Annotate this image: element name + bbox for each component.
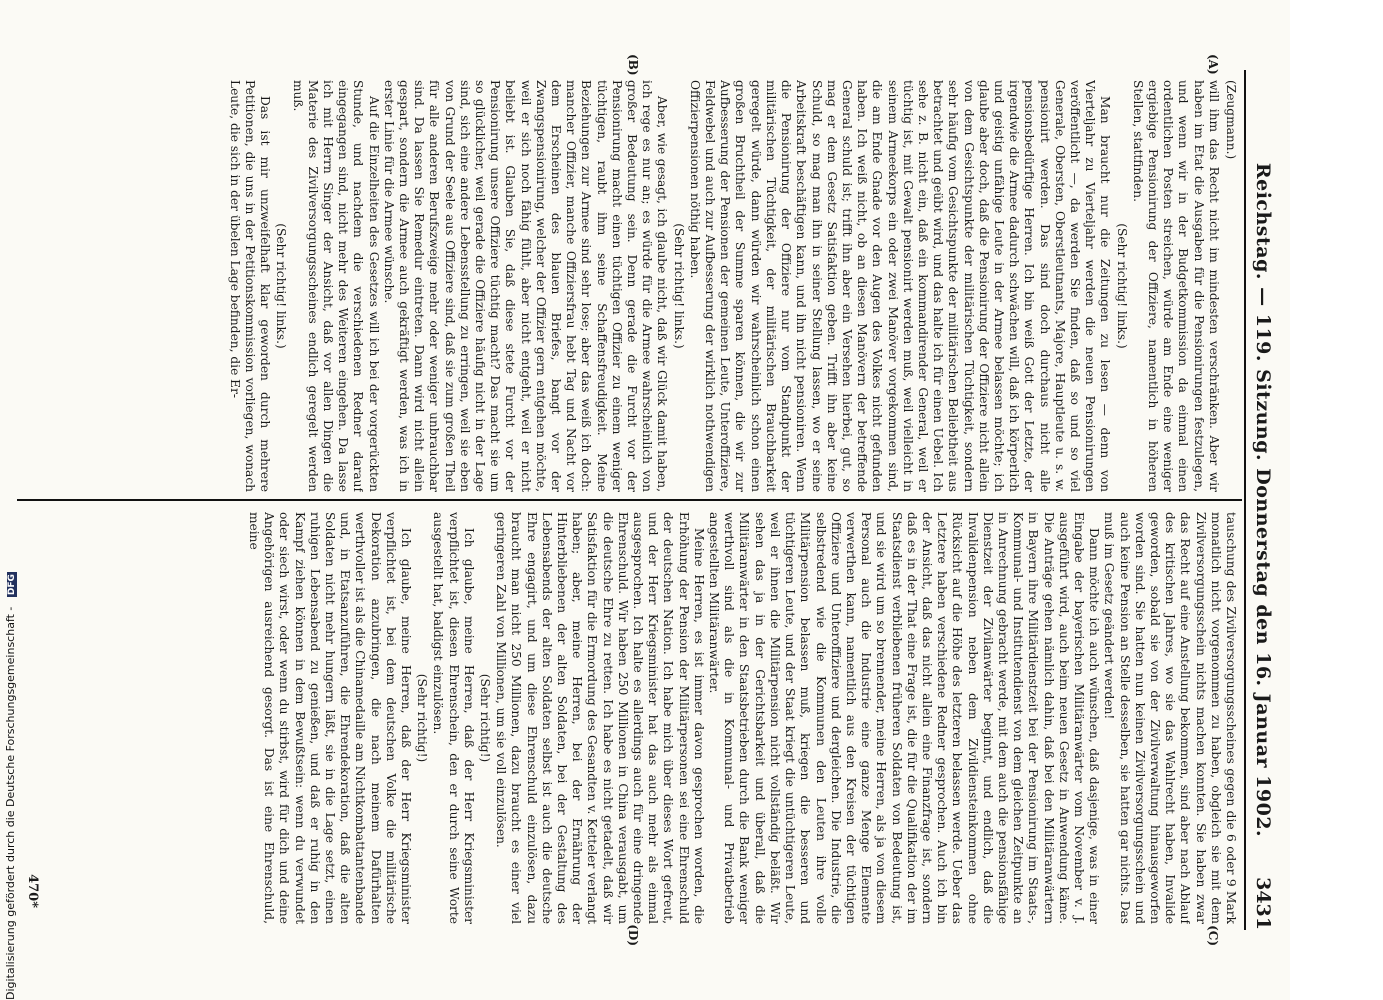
page-number: 3431 bbox=[1252, 877, 1274, 930]
paragraph: Meine Herren, es ist immer davon gesprochen worden, die Erhöhung der Pension der Militärpersonen sei eine Ehrenschuld der deutschen Nation. Ich habe mich über dieses Wort gefreut, und der Herr Kriegsminister hat das auch mehr als einmal ausgesprochen. Ich halte es allerdings auch für eine dringende Ehrenschuld. Wir haben 250 Millionen in China verausgabt, um die deutsche Ehre zu retten. Ich habe es nicht getadelt, daß wir Satisfaktion für die Ermordung des Gesandten v. Ketteler verlangt haben; aber, meine Herren, bei der Ernährung der Hinterbliebenen der alten Soldaten, bei der Gestaltung des Lebensabends der alten Soldaten selbst ist auch die deutsche Ehre engagirt, und um diese Ehrenschuld einzulösen, dazu braucht man nicht 250 Millionen, dazu braucht es einer viel geringeren Zahl von Millionen, um sie voll einzulösen. bbox=[494, 512, 706, 924]
margin-marker-c: (C) bbox=[1206, 925, 1220, 946]
paragraph: Dann möchte ich auch wünschen, daß dasjenige, was in einer Eingabe der bayerischen Militäranwärter vom November v. J. ausgeführt wird, auch beim neuen Gesetz in Anwendung käme. Die Anträge gehen nämlich dahin, daß bei den Militäranwärtern in Bayern ihre Militärdienstzeit bei der Pensionirung im Staats-, Kommunal- und Institutendienst von dem gleichen Zeitpunkte an in Anrechnung gebracht werde, mit dem auch die pensionsfähige Dienstzeit der Zivilanwärter beginnt, und endlich, daß die Invalidenpension neben dem Zivildiensteinkommen ohne Rücksicht auf die Höhe des letzteren belassen werde. Ueber das Letztere haben verschiedene Redner gesprochen. Auch ich bin der Ansicht, daß das nicht allein eine Finanzfrage ist, sondern daß es in der That eine Frage ist, die für die Qualifikation der im Staatsdienst verbliebenen früheren Soldaten von Bedeutung ist, und sie wird um so brennender, meine Herren, als ja von diesem Personal auch die Industrie eine ganze Menge Elemente verwerthen kann, namentlich aus den Kreisen der tüchtigen Offiziere und Unteroffiziere und dergleichen. Die Industrie, die selbstredend wie die Kommunen den Leuten ihre volle Militärpension belassen muß, kriegen die besseren und tüchtigeren Leute, und der Staat kriegt die untüchtigeren Leute, weil er ihnen die Militärpension nicht vollständig beläßt. Wir sehen das ja in der Gerichtsbarkeit und überall, daß die Militäranwärter in den Staatsbetrieben durch die Bank weniger werthvoll sind als die in Kommunal- und Privatbetrieb angestellten Militäranwärter. bbox=[707, 512, 1102, 924]
speaker-name: (Zeugmann.) bbox=[1224, 80, 1238, 160]
paragraph: tauschung des Zivilversorgungsscheines gegen die 6 oder 9 Mark monatlich nicht vorgenommen zu haben, obgleich sie mit dem Zivilversorgungsschein nichts machen konnten. Sie haben zwar das Recht auf eine Anstellung bekommen, sind aber nach Ablauf des kritischen Jahres, wo sie das Wahlrecht haben, Invalide geworden, sobald sie von der Zivilverwaltung hinausgeworfen worden sind. Sie hatten nun keinen Zivilversorgungsschein und auch keine Pension an Stelle desselben, sie hatten gar nichts. Das muß im Gesetz geändert werden! bbox=[1102, 512, 1238, 924]
page-header-title: Reichstag. — 119. Sitzung. Donnerstag den 16. Januar 1902. bbox=[1252, 162, 1274, 838]
left-column bbox=[23, 80, 1238, 492]
margin-marker-d: (D) bbox=[626, 924, 640, 946]
page-header bbox=[1244, 70, 1276, 930]
dfg-logo: DFG bbox=[7, 574, 17, 596]
paragraph: Man braucht nur die Zeitungen zu lesen — denn von Vierteljahr zu Vierteljahr werden die neuen Pensionirungen veröffentlicht —, da werden Sie finden, daß so und so viel Generale, Obersten, Oberstleutnants, Majore, Hauptleute u. s. w. pensionirt werden. Das sind doch durchaus nicht alle pensionsbedürftige Herren. Ich bin weiß Gott der Letzte, der irgendwie die Armee dadurch schwächen will, daß ich körperlich und geistig unfähige Leute in der Armee belassen möchte; ich glaube aber doch, daß die Pensionirung der Offiziere nicht allein von dem Gesichtspunkte der militärischen Tüchtigkeit, sondern sehr häufig vom Gesichtspunkte der militärischen Beliebtheit aus betrachtet und geübt wird, und das halte ich für einen Uebel. Ich sehe z. B. nicht ein, daß ein kommandirender General, weil er tüchtig ist, mit Gewalt pensionirt werden muß, weil vielleicht in seinem Armeekorps ein oder zwei Manöver vorgekommen sind, die am Ende Gnade vor den Augen des Volkes nicht gefunden haben. Ich weiß nicht, ob an diesen Manövern der betreffende General schuld ist; trifft ihn aber ein Versehen hierbei, gut, so mag er dem Gesetz Satisfaktion geben. Trifft ihn aber keine Schuld, so mag man ihn in seiner Stellung lassen, wo er seine Arbeitskraft beschäftigen kann, und ihn nicht pensioniren. Wenn die Pensionirung der Offiziere nur vom Standpunkt der militärischen Tüchtigkeit, der militärischen Brauchbarkeit geregelt würde, dann würden wir wahrscheinlich schon einen großen Bruchtheil der Summe sparen können, die wir zur Aufbesserung der Pensionen der gemeinen Leute, Unteroffiziere, Feldwebel und auch zur Aufbesserung der wirklich nothwendigen Offizierpensionen nöthig haben. bbox=[687, 80, 1113, 492]
credit-text: Digitalisierung gefördert durch die Deutsche Forschungsgemeinschaft - bbox=[4, 606, 17, 1000]
paragraph: Das ist mir unzweifelhaft klar geworden durch mehrere Petitionen, die uns in der Petitionskommission vorliegen, wonach Leute, die sich in der übelen Lage befinden, die Er- bbox=[227, 80, 273, 492]
interjection: (Sehr richtig! links.) bbox=[671, 223, 686, 349]
signature-mark: 470* bbox=[25, 874, 40, 908]
margin-marker-b: (B) bbox=[626, 54, 640, 76]
paragraph: Auf die Einzelheiten des Gesetzes will ich bei der vorgerückten Stunde, und nachdem die verschiedenen Redner darauf eingegangen sind, nicht mehr des Weiteren eingehen. Da lasse ich mit Herrn Singer der Ansicht, daß vor allen Dingen die Materie des Zivilversorgungsscheines endlich geregelt werden muß. bbox=[290, 80, 381, 492]
paragraph: Ich glaube, meine Herren, daß der Herr Kriegsminister verpflichtet ist, diesen Ehrenschein, den er durch seine Worte ausgestellt hat, baldigst einzulösen. bbox=[431, 512, 476, 924]
right-column bbox=[23, 512, 1238, 924]
interjection: (Sehr richtig!) bbox=[415, 673, 430, 763]
column-divider bbox=[17, 499, 1242, 501]
paragraph: Ich glaube, meine Herren, daß der Herr Kriegsminister verpflichtet ist, bei dem deutschen Volke die militärische Dekoration anzubringen, die nach meinem Dafürhalten werthvoller ist als die Chinamedaille am Nichtkombattantenbande und, in Etatsanzuführen, die Ehrendekoration, daß die alten Soldaten nicht mehr hungern läßt, sie in die Lage setzt, einen ruhigen Lebensabend zu genießen, und daß er ruhig in den Kampf ziehen können in dem Bewußtsein: wenn du verwundet oder siech wirst, oder wenn du stirbst, wird für dich und deine Angehörigen ausreichend gesorgt. Das ist eine Ehrenschuld, meine bbox=[247, 512, 414, 924]
interjection: (Sehr richtig! links.) bbox=[274, 223, 289, 349]
paragraph: will ihm das Recht nicht im mindesten verschränken. Aber wir haben im Etat die Ausgaben für die Pensionirungen festzulegen, und wenn wir in der Budgetkommission da einmal einen ordentlichen Posten streichen, würde am Ende eine weniger ergiebige Pensionirung der Offiziere, namentlich in höheren Stellen, stattfinden. bbox=[1130, 80, 1221, 492]
interjection: (Sehr richtig!) bbox=[478, 673, 493, 763]
paragraph: Aber, wie gesagt, ich glaube nicht, daß wir Glück damit haben, ich rege es nur an; es würde für die Armee wahrscheinlich von großer Bedeutung sein. Denn gerade die Furcht vor der Pensionirung macht einen tüchtigen Offizier zu einem weniger tüchtigen, raubt ihm seine Schaffensfreudigkeit. Meine Beziehungen zur Armee sind sehr lose; aber das weiß ich doch: mancher Offizier, manche Offiziersfrau hebt Tag und Nacht vor dem Erscheinen des blauen Briefes, bangt vor der Zwangspensionirung, welcher der Offizier gern entgehen möchte, weil er sich noch fähig fühlt, aber nicht entgeht, weil er nicht beliebt ist. Glauben Sie, daß diese stete Furcht vor der Pensionirung unsere Offiziere tüchtig macht? Das macht sie um so glücklicher, weil gerade die Offiziere häufig nicht in der Lage sind, sich eine andere Lebensstellung zu erringen, weil sie eben von Grund der Seele aus Offiziere sind, daß sie zum großen Theil für alle anderen Berufszweige mehr oder weniger unbrauchbar sind. Da lassen Sie Remedur eintreten. Dann wird nicht allein gespart, sondern die Armee auch gekräftigt werden, was ich in erster Linie für die Armee wünsche. bbox=[381, 80, 670, 492]
digitization-credit bbox=[4, 10, 18, 1000]
margin-marker-a: (A) bbox=[1206, 54, 1220, 75]
interjection: (Sehr richtig! links.) bbox=[1114, 223, 1129, 349]
